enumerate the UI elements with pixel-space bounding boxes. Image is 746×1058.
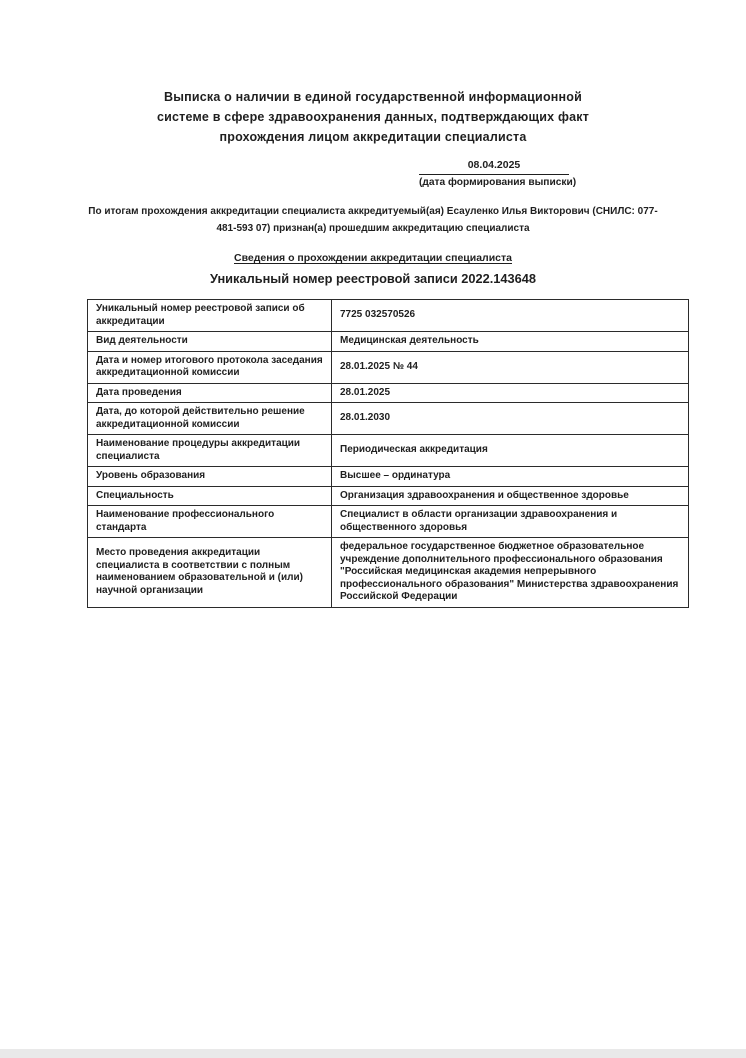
row-value: Организация здравоохранения и общественное здоровье (332, 486, 689, 506)
row-value: Высшее – ординатура (332, 467, 689, 487)
extract-date-block (419, 158, 577, 190)
extract-date: 08.04.2025 (419, 158, 569, 175)
table-row (88, 300, 689, 332)
table-row (88, 351, 689, 383)
document-title-line: Выписка о наличии в единой государственной информационной (163, 90, 582, 104)
registry-number-heading: Уникальный номер реестровой записи 2022.143648 (209, 271, 536, 286)
row-value: федеральное государственное бюджетное образовательное учреждение дополнительного профессионального образования "Российская медицинская академия непрерывного профессионального образования" Министерства здравоохранения Российской Федерации (332, 538, 689, 608)
table-row (88, 332, 689, 352)
table-row (88, 538, 689, 608)
document-title-line: прохождения лицом аккредитации специалиста (219, 130, 527, 144)
row-value: Медицинская деятельность (332, 332, 689, 352)
row-label: Место проведения аккредитации специалиста в соответствии с полным наименованием образовательной и (или) научной организации (88, 538, 332, 608)
row-value: 7725 032570526 (332, 300, 689, 332)
row-label: Уникальный номер реестровой записи об аккредитации (88, 300, 332, 332)
row-value: Периодическая аккредитация (332, 435, 689, 467)
section-heading: Сведения о прохождении аккредитации специалиста (234, 252, 512, 264)
row-label: Наименование процедуры аккредитации специалиста (88, 435, 332, 467)
row-value: 28.01.2030 (332, 403, 689, 435)
table-row (88, 506, 689, 538)
row-label: Наименование профессионального стандарта (88, 506, 332, 538)
table-row (88, 383, 689, 403)
row-label: Вид деятельности (88, 332, 332, 352)
row-value: Специалист в области организации здравоохранения и общественного здоровья (332, 506, 689, 538)
row-label: Специальность (88, 486, 332, 506)
row-value: 28.01.2025 (332, 383, 689, 403)
row-value: 28.01.2025 № 44 (332, 351, 689, 383)
row-label: Дата проведения (88, 383, 332, 403)
row-label: Уровень образования (88, 467, 332, 487)
document-title (0, 87, 746, 147)
row-label: Дата, до которой действительно решение аккредитационной комиссии (88, 403, 332, 435)
table-row (88, 467, 689, 487)
row-label: Дата и номер итогового протокола заседания аккредитационной комиссии (88, 351, 332, 383)
footer-strip (0, 1049, 746, 1058)
table-row (88, 435, 689, 467)
intro-paragraph: По итогам прохождения аккредитации специалиста аккредитуемый(ая) Есауленко Илья Викторович (СНИЛС: 077-481-593 07) признан(а) прошедшим аккредитацию специалиста (88, 206, 658, 234)
document-title-line: системе в сфере здравоохранения данных, подтверждающих факт (156, 110, 590, 124)
table-row (88, 403, 689, 435)
extract-date-caption: (дата формирования выписки) (419, 177, 577, 188)
table-row (88, 486, 689, 506)
accreditation-table (87, 299, 689, 608)
